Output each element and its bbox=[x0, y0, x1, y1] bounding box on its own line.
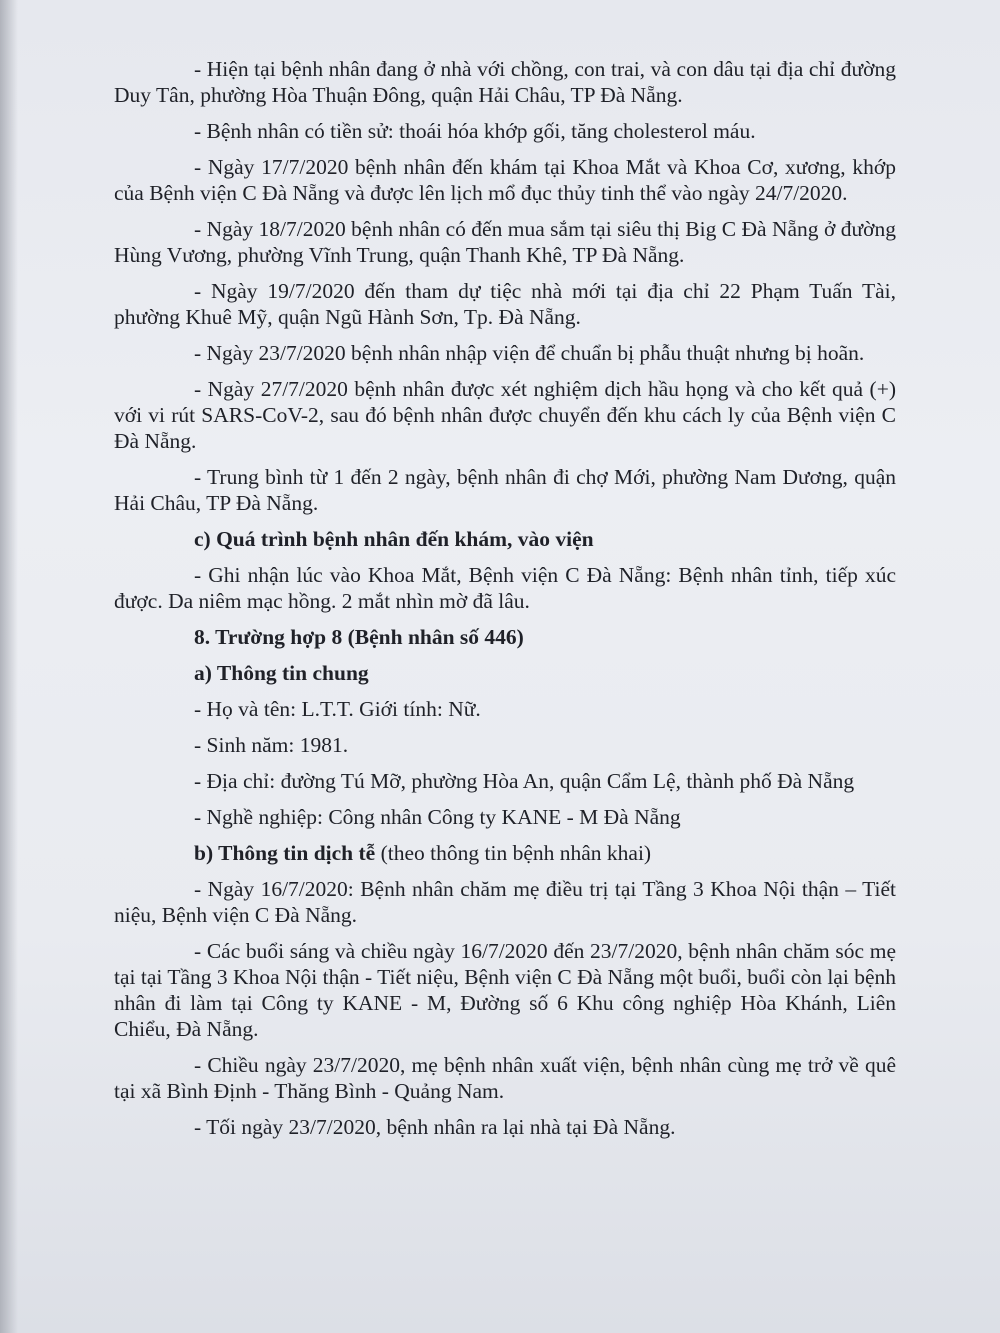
paragraph-discharge-23-7: - Chiều ngày 23/7/2020, mẹ bệnh nhân xuất viện, bệnh nhân cùng mẹ trở về quê tại xã Bình Định - Thăng Bình - Quảng Nam. bbox=[114, 1053, 896, 1103]
paragraph-visit-17-7: - Ngày 17/7/2020 bệnh nhân đến khám tại Khoa Mắt và Khoa Cơ, xương, khớp của Bệnh viện C Đà Nẵng và được lên lịch mổ đục thủy tinh thể vào ngày 24/7/2020. bbox=[114, 155, 896, 205]
paragraph-occupation: - Nghề nghiệp: Công nhân Công ty KANE - M Đà Nẵng bbox=[194, 805, 681, 829]
paragraph-market-visits: - Trung bình từ 1 đến 2 ngày, bệnh nhân đi chợ Mới, phường Nam Dương, quận Hải Châu, TP Đà Nẵng. bbox=[114, 465, 896, 515]
case-heading-8: 8. Trường hợp 8 (Bệnh nhân số 446) bbox=[194, 625, 524, 649]
paragraph-birth-year: - Sinh năm: 1981. bbox=[194, 733, 349, 757]
paragraph-return-23-7: - Tối ngày 23/7/2020, bệnh nhân ra lại nhà tại Đà Nẵng. bbox=[194, 1115, 676, 1139]
paragraph-party-19-7: - Ngày 19/7/2020 đến tham dự tiệc nhà mới tại địa chỉ 22 Phạm Tuấn Tài, phường Khuê Mỹ, quận Ngũ Hành Sơn, Tp. Đà Nẵng. bbox=[114, 279, 896, 329]
paragraph-shopping-18-7: - Ngày 18/7/2020 bệnh nhân có đến mua sắm tại siêu thị Big C Đà Nẵng ở đường Hùng Vương, phường Vĩnh Trung, quận Thanh Khê, TP Đà Nẵng. bbox=[114, 217, 896, 267]
section-heading-b bbox=[114, 840, 896, 866]
section-heading-b-bold: b) Thông tin dịch tễ bbox=[194, 841, 376, 865]
paragraph-name-gender: - Họ và tên: L.T.T. Giới tính: Nữ. bbox=[194, 697, 481, 721]
section-heading-c: c) Quá trình bệnh nhân đến khám, vào viện bbox=[194, 527, 594, 551]
paragraph-test-27-7: - Ngày 27/7/2020 bệnh nhân được xét nghiệm dịch hầu họng và cho kết quả (+) với vi rút SARS-CoV-2, sau đó bệnh nhân được chuyển đến khu cách ly của Bệnh viện C Đà Nẵng. bbox=[114, 377, 896, 453]
paragraph-medical-history: - Bệnh nhân có tiền sử: thoái hóa khớp gối, tăng cholesterol máu. bbox=[194, 119, 756, 143]
section-heading-b-note: (theo thông tin bệnh nhân khai) bbox=[375, 841, 652, 865]
paragraph-care-schedule: - Các buổi sáng và chiều ngày 16/7/2020 đến 23/7/2020, bệnh nhân chăm sóc mẹ tại tại Tầng 3 Khoa Nội thận - Tiết niệu, Bệnh viện C Đà Nẵng một buổi, buổi còn lại bệnh nhân đi làm tại Công ty KANE - M, Đường số 6 Khu công nghiệp Hòa Khánh, Liên Chiểu, Đà Nẵng. bbox=[114, 939, 896, 1041]
paragraph-admission-23-7: - Ngày 23/7/2020 bệnh nhân nhập viện để chuẩn bị phẫu thuật nhưng bị hoãn. bbox=[194, 341, 865, 365]
paragraph-current-residence: - Hiện tại bệnh nhân đang ở nhà với chồng, con trai, và con dâu tại địa chỉ đường Duy Tân, phường Hòa Thuận Đông, quận Hải Châu, TP Đà Nẵng. bbox=[114, 57, 896, 107]
paragraph-care-16-7: - Ngày 16/7/2020: Bệnh nhân chăm mẹ điều trị tại Tầng 3 Khoa Nội thận – Tiết niệu, Bệnh viện C Đà Nẵng. bbox=[114, 877, 896, 927]
document-body bbox=[0, 56, 1000, 1150]
paragraph-admission-note: - Ghi nhận lúc vào Khoa Mắt, Bệnh viện C Đà Nẵng: Bệnh nhân tỉnh, tiếp xúc được. Da niêm mạc hồng. 2 mắt nhìn mờ đã lâu. bbox=[114, 563, 896, 613]
paragraph-address: - Địa chỉ: đường Tú Mỡ, phường Hòa An, quận Cẩm Lệ, thành phố Đà Nẵng bbox=[194, 769, 855, 793]
section-heading-a: a) Thông tin chung bbox=[194, 661, 369, 685]
